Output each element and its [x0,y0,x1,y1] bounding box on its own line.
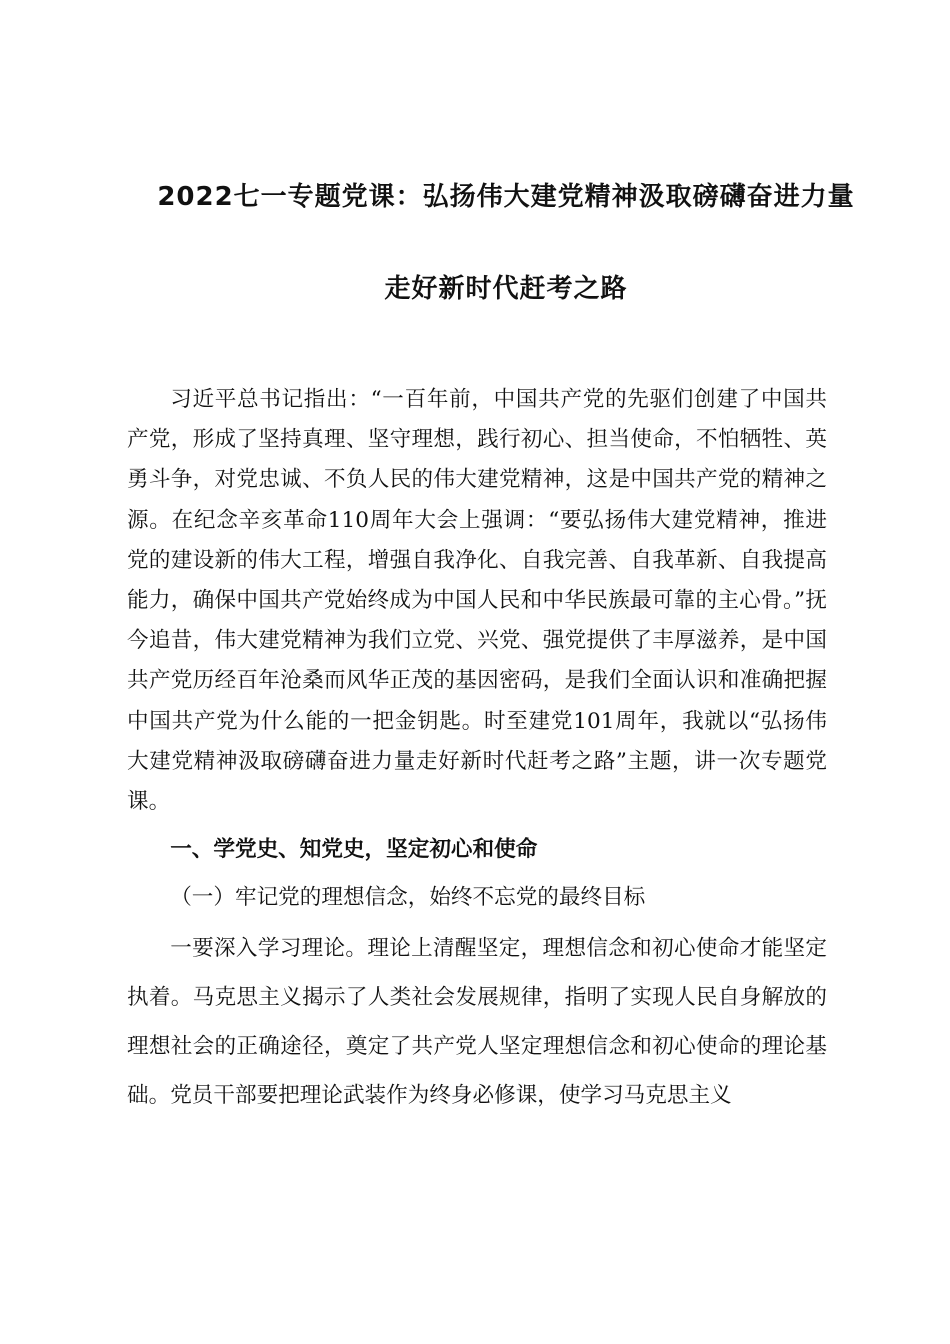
paragraph-intro: 习近平总书记指出：“一百年前，中国共产党的先驱们创建了中国共产党，形成了坚持真理、坚守理想，践行初心、担当使命，不怕牺牲、英勇斗争，对党忠诚、不负人民的伟大建党精神，这是中国共产党的精神之源。在纪念辛亥革命110周年大会上强调：“要弘扬伟大建党精神，推进党的建设新的伟大工程，增强自我净化、自我完善、自我革新、自我提高能力，确保中国共产党始终成为中国人民和中华民族最可靠的主心骨。”抚今追昔，伟大建党精神为我们立党、兴党、强党提供了丰厚滋养，是中国共产党历经百年沧桑而风华正茂的基因密码，是我们全面认识和准确把握中国共产党为什么能的一把金钥匙。时至建党101周年，我就以“弘扬伟大建党精神汲取磅礴奋进力量走好新时代赶考之路”主题，讲一次专题党课。 [127,387,827,815]
subsection-heading: （一）牢记党的理想信念，始终不忘党的最终目标 [170,885,646,911]
document-body [127,380,827,1120]
paragraph-theory: 一要深入学习理论。理论上清醒坚定，理想信念和初心使命才能坚定执着。马克思主义揭示了人类社会发展规律，指明了实现人民自身解放的理想社会的正确途径，奠定了共产党人坚定理想信念和初心使命的理论基础。党员干部要把理论武装作为终身必修课，使学习马克思主义 [127,936,827,1109]
document-title-line2: 走好新时代赶考之路 [384,274,628,304]
document-title-line1: 2022七一专题党课：弘扬伟大建党精神汲取磅礴奋进力量 [157,182,855,212]
section-heading: 一、学党史、知党史，坚定初心和使命 [170,837,538,863]
